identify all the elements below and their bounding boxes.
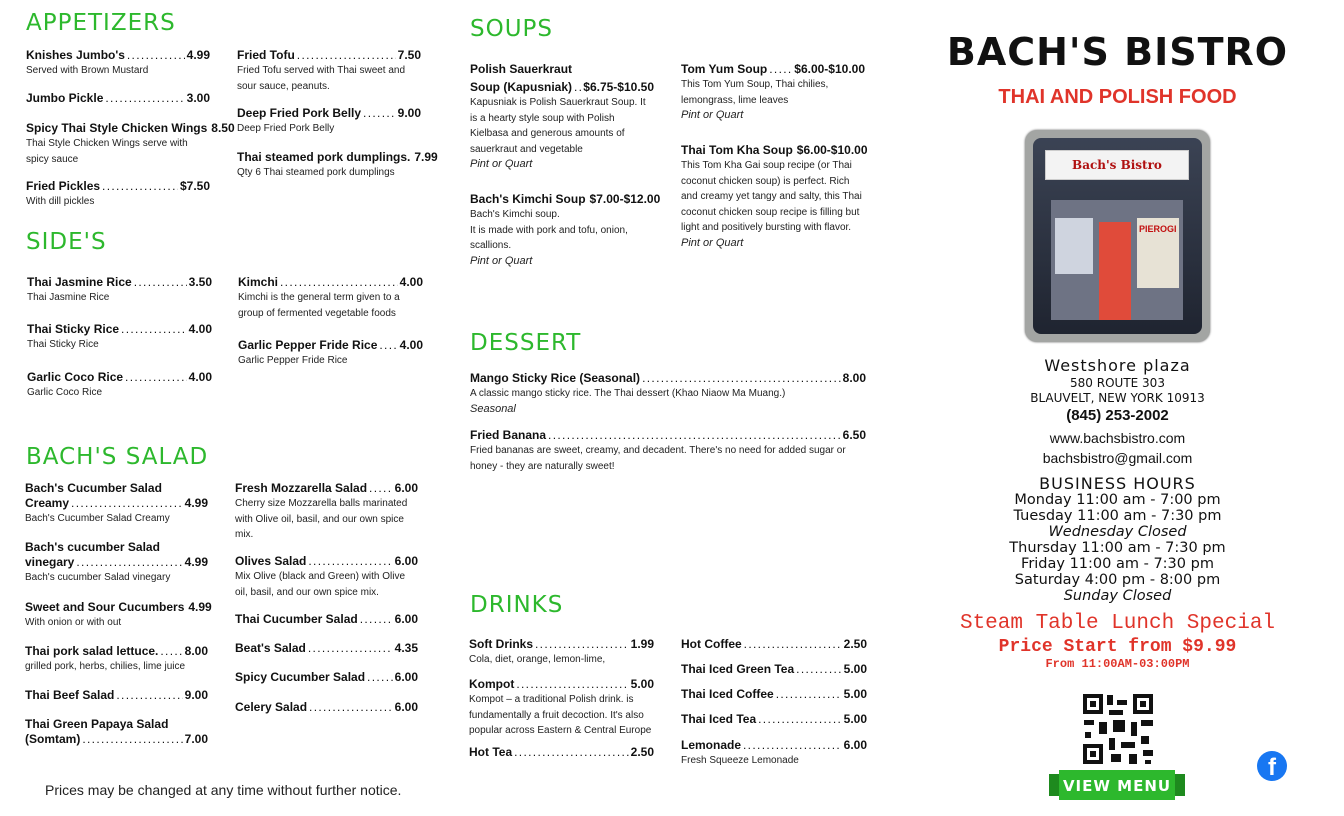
menu-item <box>470 371 866 417</box>
pierogi-sign: PIEROGI <box>1139 224 1177 234</box>
item-name: Beat's Salad <box>235 641 306 655</box>
item-name: Kompot <box>469 677 515 691</box>
menu-item <box>237 150 438 181</box>
restaurant-tagline: THAI AND POLISH FOOD <box>998 86 1237 108</box>
menu-item <box>235 641 418 656</box>
item-description: Cola, diet, orange, lemon-lime, <box>469 654 606 665</box>
item-price: 4.00 <box>399 338 423 352</box>
hours-sunday: Sunday Closed <box>1063 588 1172 604</box>
item-price: 6.00 <box>843 738 867 752</box>
menu-item <box>681 738 867 769</box>
item-description: A classic mango sticky rice. The Thai dessert (Khao Niaow Ma Muang.) <box>470 388 786 399</box>
item-price: 7.50 <box>397 48 421 62</box>
item-description: Kompot – a traditional Polish drink. is fundamentally a fruit decoction. It's also popular across Eastern & Central Europe <box>469 694 652 736</box>
menu-item <box>25 644 208 675</box>
section-title-dessert: DESSERT <box>470 330 582 356</box>
item-price: $7.00-$12.00 <box>589 192 661 206</box>
item-name: Mango Sticky Rice (Seasonal) <box>470 371 641 385</box>
item-name: Soft Drinks <box>469 637 534 651</box>
item-name: Thai Cucumber Salad <box>235 612 358 626</box>
menu-item <box>681 712 867 727</box>
item-name: Deep Fried Pork Belly <box>237 106 362 120</box>
menu-item <box>27 275 212 306</box>
item-description: Thai Jasmine Rice <box>27 292 110 303</box>
menu-item <box>238 338 423 369</box>
item-name-line1: Bach's cucumber Salad <box>25 540 160 554</box>
item-name: Garlic Coco Rice <box>27 370 124 384</box>
item-price: 9.00 <box>397 106 421 120</box>
item-description: Served with Brown Mustard <box>26 65 149 76</box>
item-name: Thai pork salad lettuce. <box>25 644 159 658</box>
item-name-line1: Thai Green Papaya Salad <box>25 717 169 731</box>
item-name: Garlic Pepper Fride Rice <box>238 338 378 352</box>
item-name: Soup (Kapusniak) <box>470 80 573 94</box>
item-price: 6.00 <box>394 481 418 495</box>
item-name: Thai Iced Tea <box>681 712 757 726</box>
item-price: 8.00 <box>184 644 208 658</box>
menu-item <box>25 481 208 527</box>
item-price: 4.99 <box>184 496 208 510</box>
menu-item <box>681 687 867 702</box>
city-address: BLAUVELT, NEW YORK 10913 <box>1030 391 1205 405</box>
item-description: Thai Sticky Rice <box>27 339 99 350</box>
item-name: Tom Yum Soup <box>681 62 768 76</box>
business-hours-title: BUSINESS HOURS <box>1039 474 1196 493</box>
price-disclaimer: Prices may be changed at any time without further notice. <box>45 782 402 798</box>
item-price: 5.00 <box>630 677 654 691</box>
item-price: 4.00 <box>188 370 212 384</box>
item-name: Thai Jasmine Rice <box>27 275 132 289</box>
item-name: Hot Tea <box>469 745 513 759</box>
item-name: Fried Banana <box>470 428 547 442</box>
item-note: Pint or Quart <box>470 158 533 170</box>
item-description: Fresh Squeeze Lemonade <box>681 755 799 766</box>
item-description: Mix Olive (black and Green) with Olive oil, basil, and our own spice mix. <box>235 571 406 598</box>
item-price: 4.00 <box>399 275 423 289</box>
item-price: 5.00 <box>843 662 867 676</box>
section-title-sides: SIDE'S <box>26 229 107 255</box>
item-name: Thai Sticky Rice <box>27 322 120 336</box>
item-price: $7.50 <box>179 179 210 193</box>
item-note: Pint or Quart <box>681 109 744 121</box>
item-price: $6.75-$10.50 <box>583 80 654 94</box>
item-name: (Somtam) <box>25 732 81 746</box>
item-name: Jumbo Pickle <box>26 91 104 105</box>
item-description: This Tom Yum Soup, Thai chilies, lemongrass, lime leaves <box>681 79 829 106</box>
hours-saturday: Saturday 4:00 pm - 8:00 pm <box>1014 572 1221 588</box>
lunch-special-price: Price Start from $9.99 <box>998 637 1237 657</box>
hours-wednesday: Wednesday Closed <box>1048 524 1187 540</box>
menu-item <box>681 143 868 251</box>
qr-code-icon[interactable] <box>1081 692 1155 766</box>
menu-item <box>26 179 210 210</box>
item-name: vinegary <box>25 555 75 569</box>
item-price: 8.50 <box>211 121 235 135</box>
menu-item <box>470 192 661 269</box>
item-name: Knishes Jumbo's <box>26 48 125 62</box>
item-name: Spicy Cucumber Salad <box>235 670 366 684</box>
hours-friday: Friday 11:00 am - 7:30 pm <box>1021 556 1214 572</box>
menu-item <box>25 717 208 747</box>
menu-item <box>470 62 654 172</box>
item-price: 6.50 <box>842 428 866 442</box>
item-description: Kimchi is the general term given to a group of fermented vegetable foods <box>238 292 400 319</box>
item-name: Creamy <box>25 496 70 510</box>
menu-item <box>470 428 866 474</box>
item-description: With onion or with out <box>25 617 122 628</box>
item-price: 6.00 <box>394 670 418 684</box>
item-name: Fresh Mozzarella Salad <box>235 481 368 495</box>
menu-item <box>235 554 418 600</box>
menu-item <box>26 91 210 106</box>
item-price: $6.00-$10.00 <box>796 143 868 157</box>
item-name: Celery Salad <box>235 700 308 714</box>
menu-item <box>26 48 210 79</box>
item-description: Deep Fried Pork Belly <box>237 123 335 134</box>
menu-item <box>26 121 235 167</box>
section-title-salad: BACH'S SALAD <box>26 444 209 470</box>
hours-monday: Monday 11:00 am - 7:00 pm <box>1014 492 1221 508</box>
menu-item <box>469 677 654 739</box>
item-name: Thai Iced Coffee <box>681 687 774 701</box>
phone-number[interactable]: (845) 253-2002 <box>1066 407 1169 424</box>
item-price: 5.00 <box>843 687 867 701</box>
item-description: Qty 6 Thai steamed pork dumplings <box>237 167 395 178</box>
item-name: Kimchi <box>238 275 279 289</box>
item-note: Seasonal <box>470 402 516 415</box>
item-price: 4.99 <box>188 600 212 614</box>
item-name-line1: Polish Sauerkraut <box>470 62 573 76</box>
item-description: Fried Tofu served with Thai sweet and sour sauce, peanuts. <box>237 65 406 92</box>
menu-item <box>27 370 212 401</box>
item-price: 4.99 <box>184 555 208 569</box>
item-name: Bach's Kimchi Soup <box>470 192 586 206</box>
item-description: Garlic Pepper Fride Rice <box>238 355 348 366</box>
item-name: Thai Beef Salad <box>25 688 115 702</box>
plaza-name: Westshore plaza <box>1044 356 1191 375</box>
storefront-photo <box>1025 130 1210 342</box>
menu-item <box>25 540 208 586</box>
item-description: Fried bananas are sweet, creamy, and decadent. There's no need for added sugar or honey - they are naturally sweet! <box>470 445 846 472</box>
item-price: 3.50 <box>188 275 212 289</box>
menu-item <box>237 48 421 94</box>
item-price: 5.00 <box>843 712 867 726</box>
item-price: 8.00 <box>842 371 866 385</box>
menu-item <box>681 62 865 123</box>
storefront-facade <box>1051 200 1183 320</box>
item-price: $6.00-$10.00 <box>794 62 865 76</box>
item-note: Pint or Quart <box>470 254 533 267</box>
item-description: Cherry size Mozzarella balls marinated with Olive oil, basil, and our own spice mix. <box>235 498 408 540</box>
section-title-soups: SOUPS <box>470 16 554 42</box>
restaurant-logo: BACH'S BISTRO <box>946 30 1289 74</box>
item-name: Sweet and Sour Cucumbers <box>25 600 185 614</box>
item-name: Thai Tom Kha Soup <box>681 143 793 157</box>
menu-item <box>25 600 212 631</box>
lunch-special-title: Steam Table Lunch Special <box>959 612 1276 635</box>
hours-thursday: Thursday 11:00 am - 7:30 pm <box>1009 540 1226 556</box>
menu-item <box>235 612 418 627</box>
item-name: Fried Tofu <box>237 48 295 62</box>
menu-item <box>681 662 867 677</box>
item-name: Lemonade <box>681 738 742 752</box>
menu-item <box>237 106 421 137</box>
item-description: This Tom Kha Gai soup recipe (or Thai coconut chicken soup) is perfect. Rich and creamy yet tangy and salty, this Thai coconut chicken soup recipe is filling but light and positively bursting with flavor. <box>681 160 862 233</box>
item-price: 6.00 <box>394 554 418 568</box>
item-price: 1.99 <box>630 637 654 651</box>
view-menu-label: VIEW MENU <box>1062 777 1172 795</box>
item-price: 7.00 <box>184 732 208 746</box>
item-name: Thai steamed pork dumplings. <box>237 150 411 164</box>
menu-item <box>469 745 654 760</box>
menu-item <box>25 688 208 703</box>
section-title-appetizers: APPETIZERS <box>26 10 176 36</box>
item-name: Fried Pickles <box>26 179 101 193</box>
item-name: Hot Coffee <box>681 637 742 651</box>
item-price: 4.35 <box>394 641 418 655</box>
item-note: Pint or Quart <box>681 236 744 249</box>
menu-item <box>681 637 867 652</box>
business-hours-list <box>940 492 1295 604</box>
item-price: 7.99 <box>414 150 438 164</box>
section-title-drinks: DRINKS <box>470 592 564 618</box>
item-price: 3.00 <box>186 91 210 105</box>
item-price: 2.50 <box>843 637 867 651</box>
menu-item <box>27 322 212 353</box>
item-description: Garlic Coco Rice <box>27 387 103 398</box>
street-address: 580 ROUTE 303 <box>1070 376 1165 390</box>
item-price: 4.00 <box>188 322 212 336</box>
item-description: Bach's Cucumber Salad Creamy <box>25 513 170 524</box>
menu-item <box>469 637 654 668</box>
menu-item <box>235 481 418 543</box>
item-price: 2.50 <box>630 745 654 759</box>
view-menu-button[interactable] <box>1049 770 1185 800</box>
item-description: With dill pickles <box>26 196 95 207</box>
item-name: Spicy Thai Style Chicken Wings <box>26 121 208 135</box>
item-description: grilled pork, herbs, chilies, lime juice <box>25 661 186 672</box>
item-price: 9.00 <box>184 688 208 702</box>
item-price: 6.00 <box>394 700 418 714</box>
facebook-icon[interactable]: f <box>1257 751 1287 781</box>
item-description: Kapusniak is Polish Sauerkraut Soup. It is a hearty style soup with Polish Kielbasa and generous amounts of sauerkraut and vegetable <box>470 97 646 155</box>
menu-item <box>238 275 423 321</box>
item-name: Olives Salad <box>235 554 307 568</box>
menu-item <box>235 700 418 715</box>
item-name-line1: Bach's Cucumber Salad <box>25 481 162 495</box>
item-description: Bach's cucumber Salad vinegary <box>25 572 171 583</box>
hours-tuesday: Tuesday 11:00 am - 7:30 pm <box>1013 508 1222 524</box>
item-price: 4.99 <box>186 48 210 62</box>
website-link[interactable]: www.bachsbistro.com <box>1049 430 1186 446</box>
menu-item <box>235 670 418 685</box>
storefront-sign: Bach's Bistro <box>1045 150 1189 180</box>
item-name: Thai Iced Green Tea <box>681 662 795 676</box>
item-description: Bach's Kimchi soup. It is made with pork and tofu, onion, scallions. <box>470 209 628 251</box>
email-link[interactable]: bachsbistro@gmail.com <box>1042 450 1193 466</box>
item-price: 6.00 <box>394 612 418 626</box>
item-description: Thai Style Chicken Wings serve with spicy sauce <box>26 138 188 165</box>
lunch-special-time: From 11:00AM-03:00PM <box>1045 657 1190 671</box>
